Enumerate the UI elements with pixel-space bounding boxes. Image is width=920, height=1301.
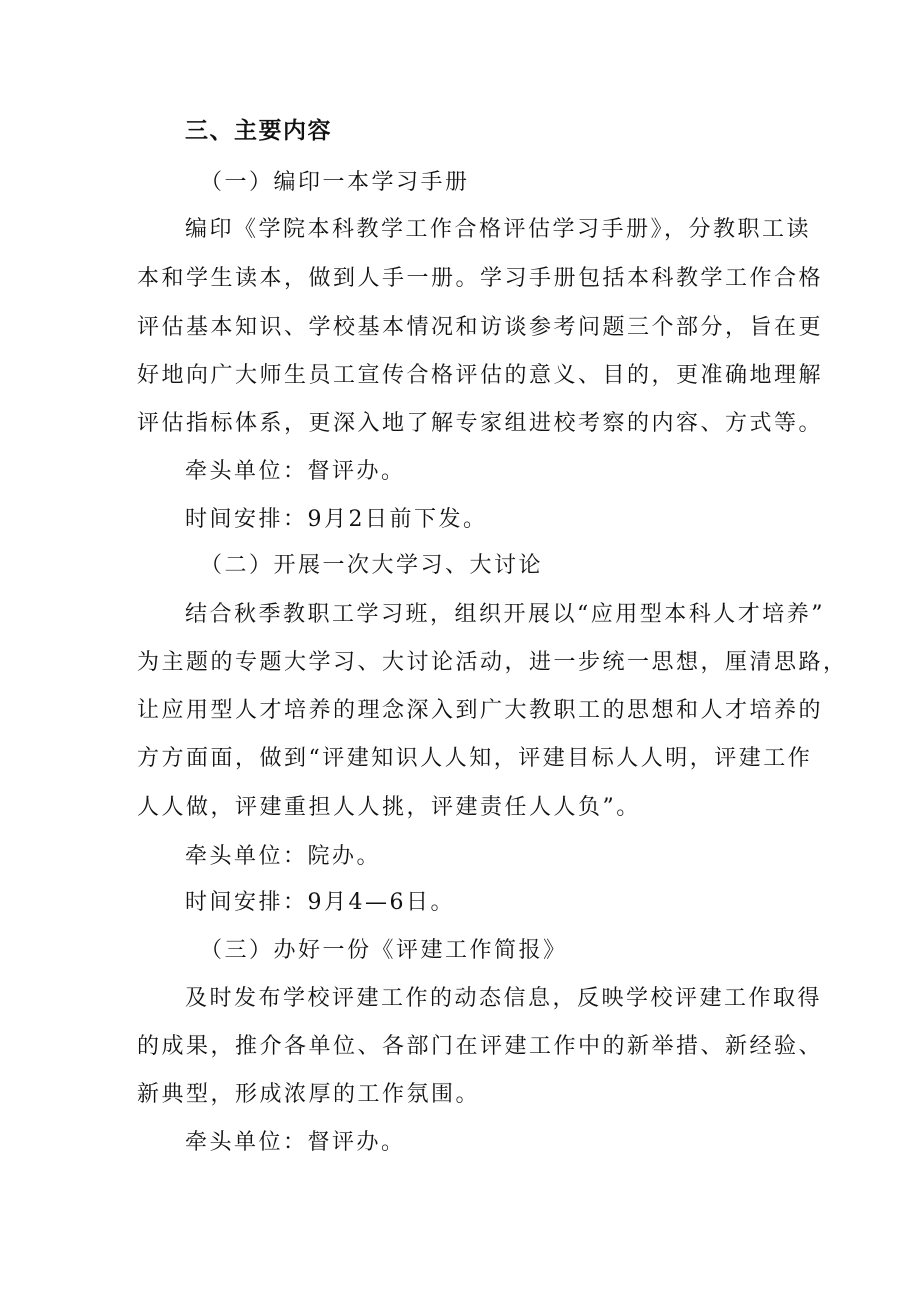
section-title: 三、主要内容: [185, 118, 332, 144]
paragraph-line: 为主题的专题大学习、大讨论活动，进一步统一思想，厘清思路，: [137, 650, 848, 675]
paragraph-line: 结合秋季教职工学习班，组织开展以“应用型本科人才培养”: [185, 602, 825, 627]
paragraph-line: 好地向广大师生员工宣传合格评估的意义、目的，更准确地理解: [137, 363, 824, 388]
paragraph-line: 及时发布学校评建工作的动态信息，反映学校评建工作取得: [185, 986, 823, 1011]
subsection-heading-3: （三）办好一份《评建工作简报》: [200, 938, 568, 963]
paragraph-line: 人人做，评建重担人人挑，评建责任人人负”。: [137, 795, 641, 820]
paragraph-line: 的成果，推介各单位、各部门在评建工作中的新举措、新经验、: [137, 1034, 824, 1059]
schedule-1: 时间安排：9月2日前下发。: [185, 507, 488, 532]
subsection-heading-1: （一）编印一本学习手册: [200, 170, 470, 195]
paragraph-line: 方方面面，做到“评建知识人人知，评建目标人人明，评建工作: [137, 746, 813, 771]
subsection-heading-2: （二）开展一次大学习、大讨论: [200, 553, 544, 578]
paragraph-line: 评估指标体系，更深入地了解专家组进校考察的内容、方式等。: [137, 411, 824, 436]
lead-unit-1: 牵头单位：督评办。: [185, 459, 406, 484]
paragraph-line: 本和学生读本，做到人手一册。学习手册包括本科教学工作合格: [137, 266, 824, 291]
lead-unit-2: 牵头单位：院办。: [185, 844, 382, 869]
paragraph-line: 评估基本知识、学校基本情况和访谈参考问题三个部分，旨在更: [137, 315, 824, 340]
lead-unit-3: 牵头单位：督评办。: [185, 1130, 406, 1155]
paragraph-line: 编印《学院本科教学工作合格评估学习手册》，分教职工读: [185, 217, 812, 242]
paragraph-line: 让应用型人才培养的理念深入到广大教职工的思想和人才培养的: [137, 698, 824, 723]
schedule-2: 时间安排：9月4—6日。: [185, 890, 455, 915]
paragraph-line: 新典型，形成浓厚的工作氛围。: [137, 1082, 481, 1107]
